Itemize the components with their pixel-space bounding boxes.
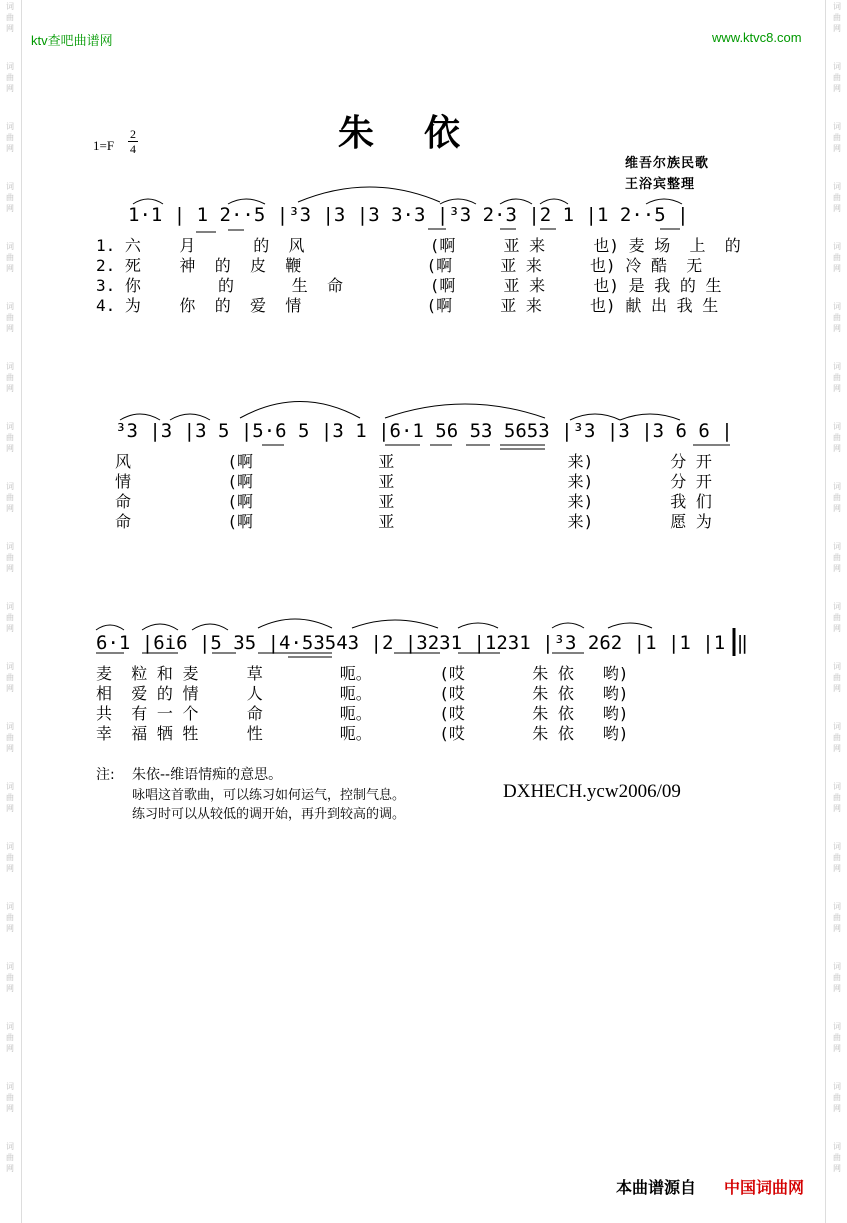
watermark-glyph: 曲 [6,133,14,142]
watermark-glyph: 词 [833,482,841,491]
watermark-glyph: 词 [6,782,14,791]
watermark-glyph: 曲 [833,193,841,202]
watermark-glyph: 词 [6,242,14,251]
lyrics-system-3-verse-3: 共 有 一 个 命 呃。 (哎 朱 依 哟) [96,704,629,723]
notes-line-3: 练习时可以从较低的调开始，再升到较高的调。 [132,807,406,822]
watermark-glyph: 网 [6,84,14,93]
watermark-glyph: 词 [6,362,14,371]
notes-line-1: 朱依--维语情痴的意思。 [132,767,283,783]
watermark-glyph: 网 [833,624,841,633]
watermark-glyph: 词 [6,62,14,71]
watermark-glyph: 词 [6,2,14,11]
watermark-glyph: 网 [6,984,14,993]
watermark-glyph: 网 [833,564,841,573]
watermark-glyph: 词 [833,542,841,551]
watermark-glyph: 网 [833,264,841,273]
watermark-glyph: 网 [833,1104,841,1113]
watermark-glyph: 曲 [833,433,841,442]
watermark-glyph: 曲 [6,313,14,322]
watermark-glyph: 词 [833,422,841,431]
watermark-glyph: 网 [6,384,14,393]
song-title: 朱依 [338,112,511,154]
notation-system-1: 1·1 | 1 2··5 |³3 |3 |3 3·3 |³3 2·3 |2 1 |1 2··5 | [128,204,689,226]
watermark-glyph: 网 [833,444,841,453]
watermark-glyph: 词 [6,482,14,491]
watermark-glyph: 词 [6,1142,14,1151]
lyrics-system-2-verse-2: 情 (啊 亚 来) 分 开 [115,472,712,491]
watermark-glyph: 网 [833,324,841,333]
watermark-glyph: 曲 [833,13,841,22]
watermark-glyph: 曲 [6,973,14,982]
watermark-glyph: 曲 [6,433,14,442]
watermark-glyph: 词 [833,2,841,11]
time-signature-top: 2 [130,127,136,141]
watermark-glyph: 曲 [6,493,14,502]
watermark-glyph: 曲 [833,313,841,322]
notation-system-2: ³3 |3 |3 5 |5·6 5 |3 1 |6·1 56 53 5653 |³3 |3 |3 6 6 | [115,420,733,442]
watermark-glyph: 曲 [833,733,841,742]
watermark-glyph: 网 [6,804,14,813]
watermark-glyph: 网 [833,864,841,873]
watermark-glyph: 曲 [6,913,14,922]
watermark-glyph: 词 [833,902,841,911]
watermark-glyph: 曲 [833,253,841,262]
lyrics-system-1-verse-2: 2. 死 神 的 皮 鞭 (啊 亚 来 也) 冷 酷 无 [96,256,703,275]
header-left-site[interactable]: ktv查吧曲谱网 [31,33,113,48]
credit-line-2: 王浴宾整理 [625,177,696,192]
watermark-glyph: 曲 [833,373,841,382]
watermark-glyph: 词 [6,302,14,311]
watermark-glyph: 网 [833,1164,841,1173]
watermark-glyph: 网 [6,504,14,513]
watermark-glyph: 曲 [833,493,841,502]
watermark-glyph: 网 [6,684,14,693]
watermark-glyph: 曲 [833,973,841,982]
watermark-glyph: 网 [6,864,14,873]
watermark-glyph: 词 [6,1082,14,1091]
credit-line-1: 维吾尔族民歌 [625,156,710,171]
watermark-glyph: 词 [6,842,14,851]
watermark-glyph: 曲 [833,613,841,622]
watermark-glyph: 曲 [6,253,14,262]
watermark-glyph: 网 [6,24,14,33]
watermark-glyph: 网 [6,1164,14,1173]
lyrics-system-1-verse-4: 4. 为 你 的 爱 情 (啊 亚 来 也) 献 出 我 生 [96,296,719,315]
key-signature: 1=F [93,138,115,153]
watermark-glyph: 曲 [6,1033,14,1042]
watermark-glyph: 词 [833,122,841,131]
watermark-glyph: 曲 [833,793,841,802]
lyrics-system-3-verse-1: 麦 粒 和 麦 草 呃。 (哎 朱 依 哟) [96,664,629,683]
watermark-glyph: 词 [6,542,14,551]
header-right-site[interactable]: www.ktvc8.com [712,30,802,45]
footer-source-label: 本曲谱源自 [616,1178,697,1197]
lyrics-system-2-verse-4: 命 (啊 亚 来) 愿 为 [115,512,712,531]
watermark-glyph: 曲 [6,553,14,562]
watermark-glyph: 曲 [6,1153,14,1162]
watermark-glyph: 词 [833,962,841,971]
watermark-glyph: 网 [833,804,841,813]
watermark-glyph: 曲 [833,553,841,562]
watermark-glyph: 曲 [6,13,14,22]
watermark-glyph: 网 [6,924,14,933]
watermark-glyph: 曲 [833,853,841,862]
watermark-glyph: 网 [833,984,841,993]
watermark-glyph: 网 [833,204,841,213]
watermark-glyph: 网 [6,444,14,453]
watermark-glyph: 曲 [6,613,14,622]
watermark-glyph: 词 [6,662,14,671]
notation-system-3: 6·1 |6i6 |5 35 |4·53543 |2 |3231 |1231 |³3 262 |1 |1 |1 ‖ [96,632,749,654]
watermark-glyph: 词 [833,662,841,671]
watermark-glyph: 曲 [6,733,14,742]
watermark-glyph: 网 [6,744,14,753]
watermark-glyph: 词 [6,962,14,971]
watermark-glyph: 词 [833,782,841,791]
watermark-glyph: 曲 [833,913,841,922]
watermark-glyph: 词 [833,1022,841,1031]
watermark-glyph: 网 [6,264,14,273]
watermark-glyph: 网 [833,744,841,753]
lyrics-system-3-verse-2: 相 爱 的 情 人 呃。 (哎 朱 依 哟) [96,684,629,703]
watermark-glyph: 网 [833,924,841,933]
watermark-glyph: 词 [833,302,841,311]
watermark-glyph: 网 [6,324,14,333]
watermark-glyph: 词 [833,602,841,611]
watermark-glyph: 词 [6,722,14,731]
watermark-glyph: 词 [833,1082,841,1091]
watermark-glyph: 网 [833,504,841,513]
watermark-glyph: 曲 [6,193,14,202]
watermark-glyph: 网 [833,144,841,153]
notes-label: 注: [96,767,115,783]
watermark-glyph: 曲 [833,1093,841,1102]
watermark-glyph: 曲 [6,793,14,802]
lyrics-system-1-verse-1: 1. 六 月 的 风 (啊 亚 来 也) 麦 场 上 的 [96,236,741,255]
watermark-glyph: 词 [833,182,841,191]
transcriber-signature: DXHECH.ycw2006/09 [503,781,681,802]
watermark-glyph: 词 [6,602,14,611]
watermark-glyph: 网 [6,564,14,573]
watermark-glyph: 曲 [833,133,841,142]
lyrics-system-2-verse-1: 风 (啊 亚 来) 分 开 [115,452,712,471]
watermark-glyph: 曲 [833,1153,841,1162]
watermark-glyph: 网 [833,24,841,33]
watermark-glyph: 网 [833,84,841,93]
watermark-glyph: 网 [6,144,14,153]
watermark-glyph: 词 [833,62,841,71]
watermark-glyph: 词 [6,122,14,131]
watermark-glyph: 曲 [6,1093,14,1102]
watermark-glyph: 曲 [6,373,14,382]
lyrics-system-1-verse-3: 3. 你 的 生 命 (啊 亚 来 也) 是 我 的 生 [96,276,722,295]
footer-source-site[interactable]: 中国词曲网 [724,1178,805,1197]
watermark-glyph: 词 [833,842,841,851]
watermark-glyph: 曲 [833,1033,841,1042]
notes-line-2: 咏唱这首歌曲，可以练习如何运气，控制气息。 [132,788,406,803]
watermark-glyph: 词 [833,1142,841,1151]
watermark-glyph: 词 [6,182,14,191]
watermark-glyph: 网 [833,1044,841,1053]
watermark-glyph: 曲 [6,853,14,862]
watermark-glyph: 网 [833,684,841,693]
watermark-glyph: 词 [6,422,14,431]
watermark-glyph: 词 [833,362,841,371]
lyrics-system-2-verse-3: 命 (啊 亚 来) 我 们 [115,492,712,511]
watermark-glyph: 网 [6,624,14,633]
watermark-glyph: 网 [6,1104,14,1113]
watermark-glyph: 曲 [6,73,14,82]
watermark-glyph: 词 [833,722,841,731]
watermark-glyph: 网 [6,204,14,213]
watermark-glyph: 词 [6,902,14,911]
lyrics-system-3-verse-4: 幸 福 牺 牲 性 呃。 (哎 朱 依 哟) [96,724,629,743]
watermark-glyph: 网 [833,384,841,393]
time-signature-bottom: 4 [130,142,136,156]
watermark-glyph: 曲 [833,73,841,82]
watermark-glyph: 曲 [6,673,14,682]
watermark-glyph: 曲 [833,673,841,682]
watermark-glyph: 网 [6,1044,14,1053]
watermark-glyph: 词 [833,242,841,251]
watermark-glyph: 词 [6,1022,14,1031]
